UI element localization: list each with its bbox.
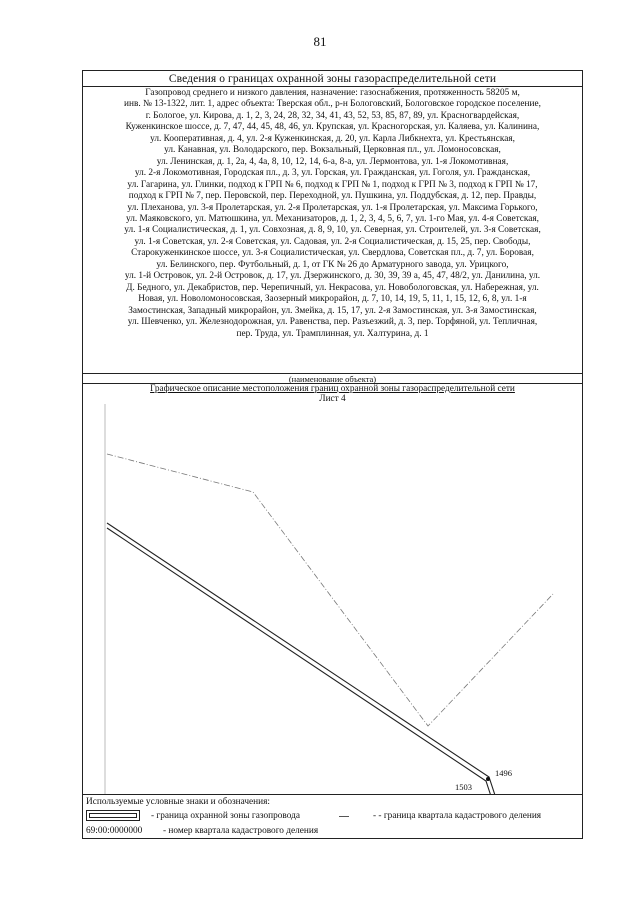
zone-boundary-swatch: [86, 810, 140, 821]
description-line: ул. 2-я Локомотивная, Городская пл., д. 3, ул. Горская, ул. Гражданская, ул. Гоголя, ул. Гражданская,: [134, 168, 531, 179]
table-title: Сведения о границах охранной зоны газораспределительной сети: [83, 71, 582, 87]
description-line: Куженкинское шоссе, д. 7, 47, 44, 45, 48, 46, ул. Крупская, ул. Красногорская, ул. Каляева, ул. Калинина,: [125, 122, 540, 133]
description-line: ул. Плеханова, ул. 3-я Пролетарская, ул. 2-я Пролетарская, ул. 1-я Пролетарская, ул. Максима Горького,: [127, 202, 538, 213]
description-line: Газопровод среднего и низкого давления, назначение: газоснабжения, протяженность 58205 м,: [145, 88, 520, 98]
object-description: [83, 87, 582, 374]
sheet-label: Лист 4: [319, 394, 346, 404]
legend-quarter-boundary-text: граница квартала кадастрового деления: [383, 811, 542, 821]
description-line: подход к ГРП № 7, пер. Перовской, пер. Переходной, ул. Пушкина, ул. Поддубская, д. 12, пер. Правды,: [128, 191, 537, 202]
description-line: г. Бологое, ул. Кирова, д. 1, 2, 3, 24, 28, 32, 34, 41, 43, 52, 53, 85, 87, 89, ул. Красногвардейская,: [145, 110, 520, 121]
description-line: ул. Белинского, пер. Футбольный, д. 1, от ГК № 26 до Арматурного завода, ул. Урицкого,: [156, 259, 509, 270]
page-number: 81: [313, 34, 327, 49]
description-line: пер. Труда, ул. Трамплинная, ул. Халтурина, д. 1: [236, 328, 429, 339]
point-label-1503: 1503: [455, 782, 472, 792]
point-label-1496: 1496: [495, 768, 512, 778]
description-line: ул. Маяковского, ул. Матюшкина, ул. Механизаторов, д. 1, 2, 3, 4, 5, 6, 7, ул. 1-го Мая, ул. 4-я Советская,: [126, 213, 539, 224]
zone-boundary-outer: [107, 523, 515, 794]
description-line: инв. № 13-1322, лит. 1, адрес объекта: Тверская обл., р-н Бологовский, Бологовское городское поселение,: [124, 99, 541, 110]
legend-quarter-boundary: [373, 811, 541, 821]
description-line: Новая, ул. Новоломоносовская, Заозерный микрорайон, д. 7, 10, 14, 19, 5, 11, 1, 15, 12, 6, 8, ул. 1-я: [138, 294, 527, 305]
graphic-description-title: Графическое описание местоположения границ охранной зоны газораспределительной сети: [150, 384, 515, 394]
boundary-point-1496: [486, 777, 490, 781]
quarter-boundary-line: [107, 454, 553, 726]
legend-zone-boundary: - граница охранной зоны газопровода: [151, 811, 300, 821]
description-line: ул. Ленинская, д. 1, 2а, 4, 4а, 8, 10, 12, 14, 6-а, 8-а, ул. Лермонтова, ул. 1-я Локомотивная,: [156, 156, 509, 167]
description-line: ул. 1-й Островок, ул. 2-й Островок, д. 17, ул. Дзержинского, д. 30, 39, 39 а, 45, 47, 48/2, ул. Данилина, ул.: [124, 271, 541, 282]
boundary-drawing: [83, 404, 582, 794]
description-line: ул. Гагарина, ул. Глинки, подход к ГРП № 6, подход к ГРП № 1, подход к ГРП № 3, подход к ГРП № 17,: [127, 179, 538, 190]
description-line: Старокуженкинское шоссе, ул. 3-я Социалистическая, ул. Свердлова, Советская пл., д. 7, ул. Боровая,: [131, 248, 534, 259]
boundary-info-table: [82, 70, 583, 839]
legend-title: Используемые условные знаки и обозначения:: [86, 797, 270, 807]
legend-quarter-number: - номер квартала кадастрового деления: [163, 826, 319, 836]
quarter-boundary-swatch: [339, 816, 349, 817]
legend-quarter-dash: - -: [373, 811, 382, 821]
description-line: ул. 1-я Социалистическая, д. 1, ул. Совхозная, д. 8, 9, 10, ул. Северная, ул. Строителей, ул. 3-я Советская,: [124, 225, 541, 236]
description-line: ул. Кооперативная, д. 4, ул. 2-я Куженкинская, д. 20, ул. Карла Либкнехта, ул. Крестьянская,: [150, 133, 515, 144]
description-line: ул. Канавная, ул. Володарского, пер. Вокзальный, Церковная пл., ул. Ломоносовская,: [164, 145, 501, 156]
object-name-label: (наименование объекта): [83, 374, 582, 384]
description-line: Замостинская, Западный микрорайон, ул. Змейка, д. 15, 17, ул. 2-я Замостинская, ул. 3-я Замостинская,: [128, 305, 537, 316]
description-line: ул. 1-я Советская, ул. 2-я Советская, ул. Садовая, ул. 2-я Социалистическая, д. 15, 25, пер. Свободы,: [134, 236, 531, 247]
description-line: ул. Шевченко, ул. Железнодорожная, ул. Равенства, пер. Разъезжий, д. 3, пер. Торфяной, ул. Тепличная,: [127, 317, 538, 328]
legend: [83, 794, 582, 839]
description-line: Д. Бедного, ул. Декабристов, пер. Черепичный, ул. Некрасова, ул. Новобологовская, ул. Набережная, ул.: [126, 282, 539, 293]
legend-quarter-code: 69:00:0000000: [86, 826, 143, 836]
